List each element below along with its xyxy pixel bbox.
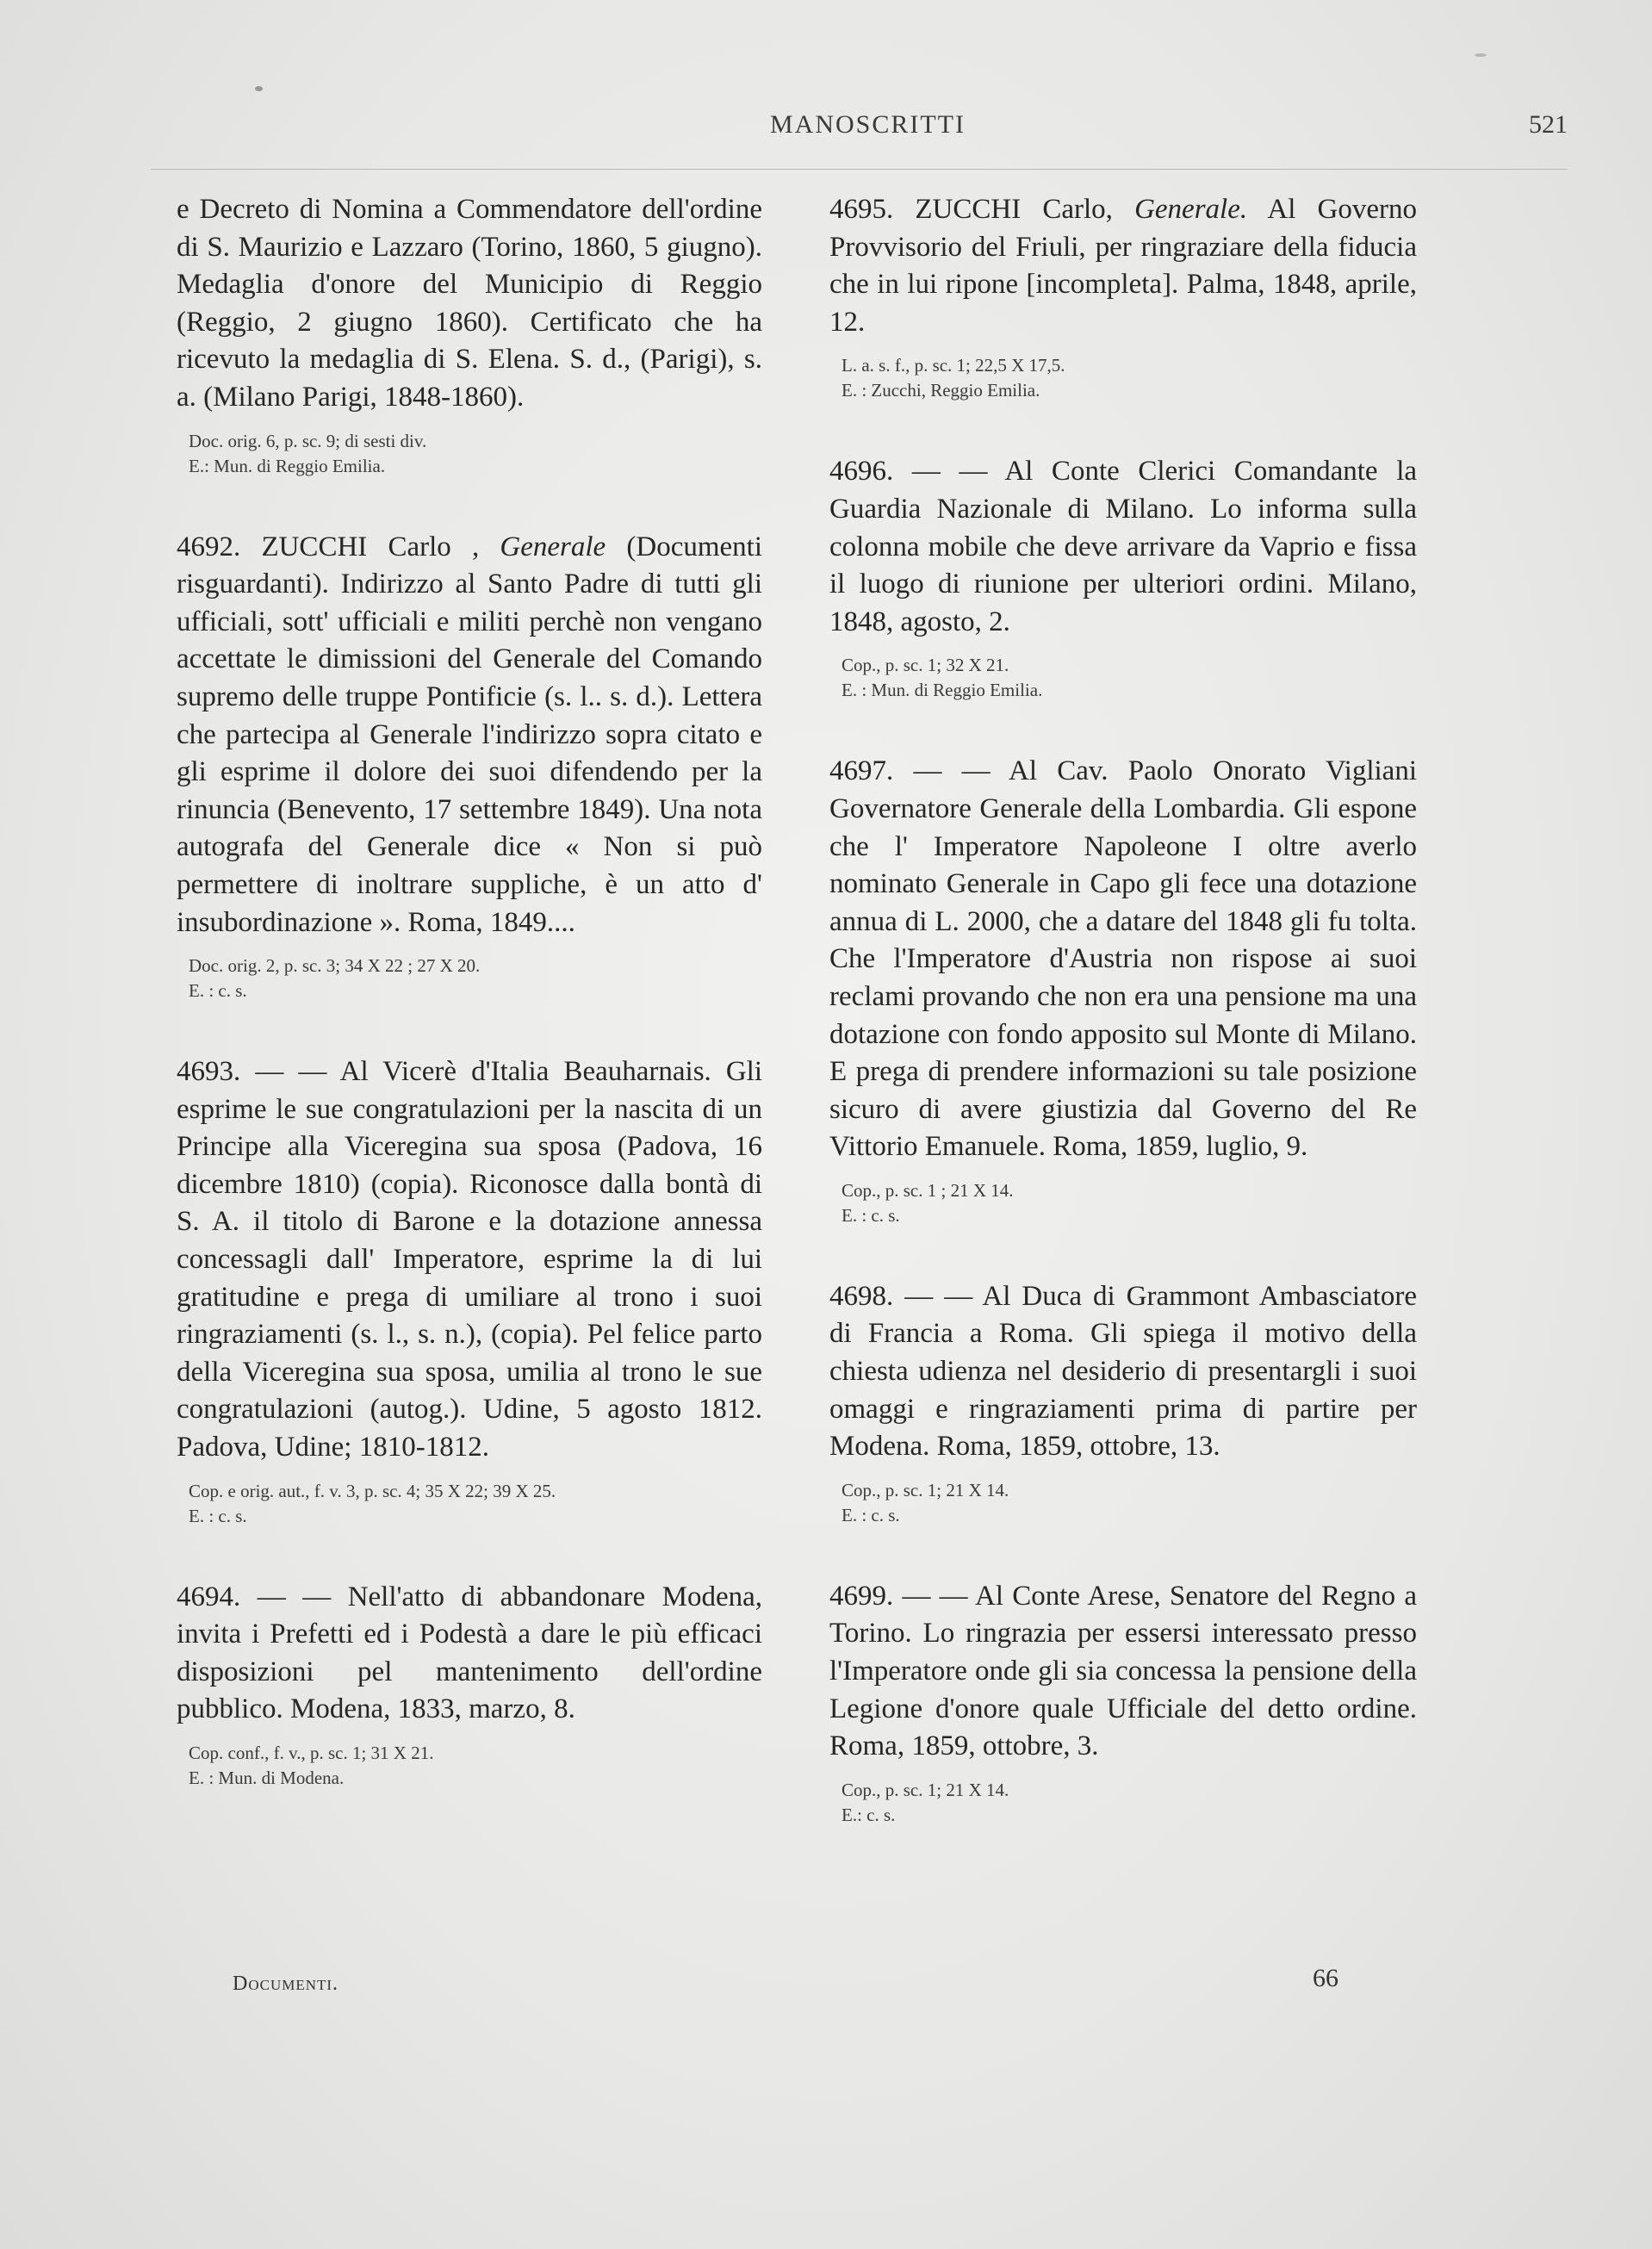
entry-4695 bbox=[829, 191, 1417, 403]
entry-meta bbox=[842, 1178, 1417, 1228]
meta-line: Cop., p. sc. 1; 32 X 21. bbox=[842, 655, 1009, 676]
entry-text bbox=[177, 529, 762, 942]
header-rule bbox=[151, 169, 1568, 170]
entry-dash: — — bbox=[257, 1581, 332, 1612]
entry-continuation bbox=[177, 191, 762, 479]
entry-body: Al Cav. Paolo Onorato Vigliani Governatore Generale della Lombardia. Gli espone che l' Imperatore Napoleone I oltre averlo nominato Generale in Capo gli fece una dotazione annua di L. 2000, che a datare del 1848 gli fu tolta. Che l'Imperatore d'Austria non rispose ai suoi reclami provando che non era una pensione ma una dotazione con fondo apposito sul Monte di Milano. E prega di prendere informazioni su tale posizione sicuro di avere giustizia dal Governo del Re Vittorio Emanuele. Roma, 1859, luglio, 9. bbox=[829, 755, 1417, 1163]
entry-4699 bbox=[829, 1578, 1417, 1828]
entry-4692 bbox=[177, 529, 762, 1004]
page-header bbox=[168, 110, 1568, 162]
entry-dash: — — bbox=[904, 1280, 973, 1312]
meta-line: E. : Mun. di Modena. bbox=[189, 1768, 345, 1788]
right-column bbox=[829, 191, 1417, 1878]
ink-speck bbox=[255, 86, 263, 91]
entry-body: Al Duca di Grammont Ambasciatore di Francia a Roma. Gli spiega il motivo della chiesta udienza nel desiderio di presentargli i suoi omaggi e ringraziamenti prima di partire per Modena. Roma, 1859, ottobre, 13. bbox=[829, 1280, 1418, 1463]
meta-line: E. : c. s. bbox=[189, 1505, 247, 1526]
entry-number: 4693. bbox=[177, 1056, 241, 1088]
meta-line: Doc. orig. 2, p. sc. 3; 34 X 22 ; 27 X 20. bbox=[189, 955, 481, 977]
entry-4694 bbox=[177, 1579, 762, 1791]
entry-text bbox=[829, 191, 1417, 341]
entry-number: 4696. bbox=[829, 456, 894, 488]
entry-text bbox=[177, 1579, 762, 1729]
meta-line: E. : c. s. bbox=[842, 1204, 900, 1226]
entry-text bbox=[829, 753, 1417, 1166]
entry-text bbox=[829, 1578, 1417, 1766]
entry-number: 4697. bbox=[829, 755, 894, 787]
entry-4696 bbox=[829, 453, 1417, 703]
entry-meta bbox=[189, 1741, 762, 1791]
entry-body: Al Conte Clerici Comandante la Guardia Nazionale di Milano. Lo informa sulla colonna mobile che deve arrivare da Vaprio e fissa il luogo di riunione per ulteriori ordini. Milano, 1848, agosto, 2. bbox=[829, 456, 1418, 637]
entry-number: 4694. bbox=[177, 1581, 241, 1612]
entry-number: 4692. bbox=[177, 531, 241, 562]
meta-line: E. : c. s. bbox=[189, 980, 247, 1002]
entry-role: Generale bbox=[500, 531, 606, 562]
ink-speck bbox=[1475, 53, 1487, 57]
footer-sheet-number: 66 bbox=[1313, 1964, 1338, 1992]
left-column bbox=[177, 191, 762, 1841]
meta-line: E. : Zucchi, Reggio Emilia. bbox=[842, 380, 1040, 401]
entry-body: Nell'atto di abbandonare Modena, invita i Prefetti ed i Podestà a dare le più efficaci disposizioni pel mantenimento dell'ordine pubblico. Modena, 1833, marzo, 8. bbox=[177, 1581, 763, 1725]
entry-4697 bbox=[829, 753, 1417, 1228]
entry-dash: — — bbox=[902, 1580, 968, 1612]
entry-meta bbox=[189, 1479, 762, 1529]
meta-line: E. : c. s. bbox=[842, 1504, 900, 1525]
entry-meta bbox=[842, 1478, 1417, 1528]
entry-role: Generale. bbox=[1134, 194, 1248, 225]
meta-line: E.: c. s. bbox=[842, 1804, 896, 1825]
entry-body: Al Conte Arese, Senatore del Regno a Torino. Lo ringrazia per essersi interessato presso l'Imperatore onde gli sia concessa la pensione della Legione d'onore quale Ufficiale del detto ordine. Roma, 1859, ottobre, 3. bbox=[829, 1580, 1418, 1762]
entry-name: ZUCCHI Carlo , bbox=[261, 531, 480, 562]
meta-line: L. a. s. f., p. sc. 1; 22,5 X 17,5. bbox=[842, 355, 1065, 376]
entry-dash: — — bbox=[913, 755, 991, 787]
entry-body: Al Vicerè d'Italia Beauharnais. Gli esprime le sue congratulazioni per la nascita di un Principe alla Viceregina sua sposa (Padova, 16 dicembre 1810) (copia). Riconosce dalla bontà di S. A. il titolo di Barone e la dotazione annessa concessagli dall' Imperatore, esprime la di lui gratitudine e prega di umiliare al trono i suoi ringraziamenti (s. l., s. n.), (copia). Pel felice parto della Viceregina sua sposa, umilia al trono le sue congratulazioni (autog.). Udine, 5 agosto 1812. Padova, Udine; 1810-1812. bbox=[177, 1056, 763, 1463]
page-number: 521 bbox=[1529, 110, 1568, 139]
entry-meta bbox=[842, 653, 1417, 703]
running-title: MANOSCRITTI bbox=[769, 110, 966, 139]
entry-body: (Documenti risguardanti). Indirizzo al Santo Padre di tutti gli ufficiali, sott' ufficiali e militi perchè non vengano accettate le dimissioni del Generale del Comando supremo delle truppe Pontificie (s. l.. s. d.). Lettera che partecipa al Generale l'indirizzo sopra citato e gli esprime il dolore dei suoi difendendo per la rinuncia (Benevento, 17 settembre 1849). Una nota autografa del Generale dice « Non si può permettere di inoltrare suppliche, è un atto d' insubordinazione ». Roma, 1849.... bbox=[177, 531, 763, 938]
meta-line: Cop. e orig. aut., f. v. 3, p. sc. 4; 35 X 22; 39 X 25. bbox=[189, 1480, 556, 1501]
entry-dash: — — bbox=[911, 456, 988, 488]
entry-4698 bbox=[829, 1278, 1417, 1528]
entry-name: ZUCCHI Carlo, bbox=[915, 194, 1113, 225]
entry-text bbox=[829, 453, 1417, 641]
meta-line: Doc. orig. 6, p. sc. 9; di sesti div. bbox=[189, 430, 427, 451]
entry-text bbox=[829, 1278, 1417, 1466]
entry-text bbox=[177, 1053, 762, 1467]
entry-meta bbox=[189, 954, 762, 1003]
entry-number: 4698. bbox=[829, 1280, 894, 1312]
meta-line: Cop., p. sc. 1; 21 X 14. bbox=[842, 1779, 1009, 1800]
entry-dash: — — bbox=[255, 1056, 327, 1088]
meta-line: E.: Mun. di Reggio Emilia. bbox=[189, 455, 386, 476]
entry-number: 4699. bbox=[829, 1580, 894, 1612]
entry-meta bbox=[842, 1778, 1417, 1828]
meta-line: Cop. conf., f. v., p. sc. 1; 31 X 21. bbox=[189, 1743, 434, 1763]
meta-line: Cop., p. sc. 1 ; 21 X 14. bbox=[842, 1179, 1014, 1201]
entry-4693 bbox=[177, 1053, 762, 1529]
entry-meta bbox=[189, 429, 762, 479]
entry-number: 4695. bbox=[829, 194, 894, 225]
entry-meta bbox=[842, 353, 1417, 403]
entry-text: e Decreto di Nomina a Commendatore dell'ordine di S. Maurizio e Lazzaro (Torino, 1860, 5 giugno). Medaglia d'onore del Municipio di Reggio (Reggio, 2 giugno 1860). Certificato che ha ricevuto la medaglia di S. Elena. S. d., (Parigi), s. a. (Milano Parigi, 1848-1860). bbox=[177, 194, 762, 413]
meta-line: Cop., p. sc. 1; 21 X 14. bbox=[842, 1479, 1009, 1500]
entry-body: Al Governo Provvisorio del Friuli, per ringraziare della fiducia che in lui ripone [incompleta]. Palma, 1848, aprile, 12. bbox=[829, 194, 1418, 338]
meta-line: E. : Mun. di Reggio Emilia. bbox=[842, 680, 1043, 701]
footer-signature: Documenti. bbox=[233, 1973, 339, 1995]
